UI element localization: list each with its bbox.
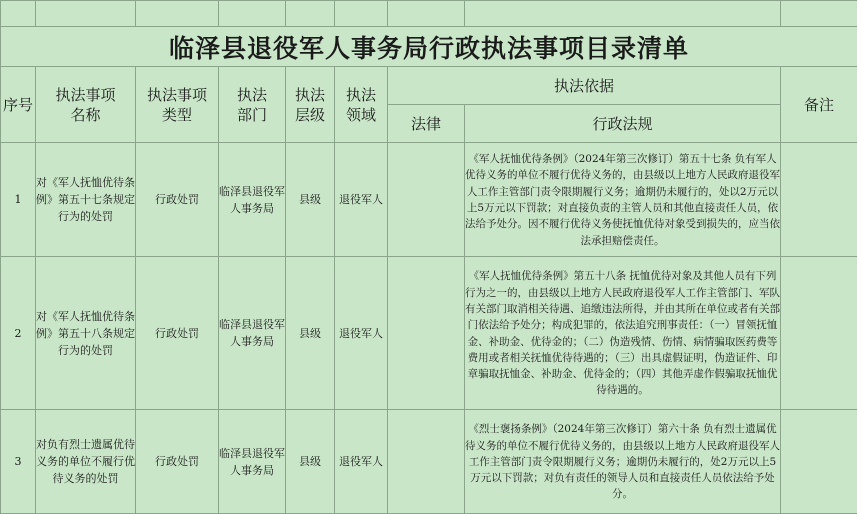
cell-empty[interactable] [465, 1, 781, 27]
cell-empty[interactable] [388, 1, 465, 27]
cell-empty[interactable] [1, 1, 36, 27]
cell-empty[interactable] [219, 1, 286, 27]
row-item-name[interactable]: 对《军人抚恤优待条例》第五十八条规定行为的处罚 [36, 257, 136, 410]
table-row [1, 143, 857, 257]
row-regulation[interactable] [465, 143, 781, 257]
row-item-name[interactable]: 对《军人抚恤优待条例》第五十七条规定行为的处罚 [36, 143, 136, 257]
row-law[interactable] [388, 257, 465, 410]
header-regulation[interactable]: 行政法规 [465, 105, 781, 143]
header-level[interactable] [286, 67, 335, 143]
row-regulation-text: 《军人抚恤优待条例》第五十八条 抚恤优待对象及其他人员有下列行为之一的，由县级以上地方人民政府退役军人工作主管部门、军队有关部门取消相关待遇、追缴违法所得，并由其所在单位或者有关部门依法给予处分；构成犯罪的，依法追究刑事责任：（一）冒领抚恤金、补助金、优待金的；（二）伪造残情、伤情、病情骗取医药费等费用或者相关抚恤优待待遇的；（三）出具虚假证明，伪造证件、印章骗取抚恤金、补助金、优待金的；（四）其他弄虚作假骗取抚恤优待待遇的。 [465, 267, 780, 398]
header-item-type-line1: 执法事项 [136, 85, 218, 105]
header-item-name-line1: 执法事项 [36, 85, 135, 105]
row-seq[interactable]: 3 [1, 410, 36, 514]
row-item-type[interactable]: 行政处罚 [136, 143, 219, 257]
cell-empty[interactable] [136, 1, 219, 27]
page-title[interactable]: 临泽县退役军人事务局行政执法事项目录清单 [1, 27, 857, 67]
row-regulation-text: 《烈士褒扬条例》（2024年第三次修订）第六十条 负有烈士遗属优待义务的单位不履行优待义务的，由县级以上地方人民政府退役军人工作主管部门责令限期履行义务；逾期仍未履行的，处2万元以上5万元以下罚款；对负有责任的领导人员和直接责任人员依法给予处分。 [465, 420, 780, 502]
header-item-type[interactable] [136, 67, 219, 143]
header-seq[interactable]: 序号 [1, 67, 36, 143]
row-item-name[interactable]: 对负有烈士遗属优待义务的单位不履行优待义务的处罚 [36, 410, 136, 514]
row-level[interactable]: 县级 [286, 410, 335, 514]
row-dept[interactable]: 临泽县退役军人事务局 [219, 257, 286, 410]
header-dept-line1: 执法 [219, 85, 285, 105]
header-domain-line1: 执法 [335, 85, 387, 105]
row-remark[interactable] [781, 143, 857, 257]
row-regulation[interactable] [465, 257, 781, 410]
table-row [1, 410, 857, 514]
header-level-line1: 执法 [286, 85, 334, 105]
header-item-name[interactable] [36, 67, 136, 143]
cell-empty[interactable] [781, 1, 857, 27]
header-domain-line2: 领域 [335, 105, 387, 125]
header-item-name-line2: 名称 [36, 105, 135, 125]
row-item-type[interactable]: 行政处罚 [136, 257, 219, 410]
row-regulation-text: 《军人抚恤优待条例》（2024年第三次修订）第五十七条 负有军人优待义务的单位不履行优待义务的，由县级以上地方人民政府退役军人工作主管部门责令限期履行义务；逾期仍未履行的，处以2万元以上5万元以下罚款；对直接负责的主管人员和其他直接责任人员，依法给予处分。因不履行优待义务使抚恤优待对象受到损失的，应当依法承担赔偿责任。 [465, 150, 780, 249]
row-seq[interactable]: 2 [1, 257, 36, 410]
row-seq[interactable]: 1 [1, 143, 36, 257]
row-level[interactable]: 县级 [286, 257, 335, 410]
row-dept[interactable]: 临泽县退役军人事务局 [219, 410, 286, 514]
table-row [1, 257, 857, 410]
row-law[interactable] [388, 410, 465, 514]
top-empty-row [1, 1, 857, 27]
cell-empty[interactable] [286, 1, 335, 27]
header-dept[interactable] [219, 67, 286, 143]
row-domain[interactable]: 退役军人 [335, 257, 388, 410]
row-remark[interactable] [781, 257, 857, 410]
header-item-type-line2: 类型 [136, 105, 218, 125]
row-domain[interactable]: 退役军人 [335, 410, 388, 514]
header-level-line2: 层级 [286, 105, 334, 125]
row-domain[interactable]: 退役军人 [335, 143, 388, 257]
cell-empty[interactable] [36, 1, 136, 27]
header-domain[interactable] [335, 67, 388, 143]
header-dept-line2: 部门 [219, 105, 285, 125]
header-basis[interactable]: 执法依据 [388, 67, 781, 105]
header-law[interactable]: 法律 [388, 105, 465, 143]
header-remark[interactable]: 备注 [781, 67, 857, 143]
row-remark[interactable] [781, 410, 857, 514]
cell-empty[interactable] [335, 1, 388, 27]
row-level[interactable]: 县级 [286, 143, 335, 257]
row-law[interactable] [388, 143, 465, 257]
row-dept[interactable]: 临泽县退役军人事务局 [219, 143, 286, 257]
row-regulation[interactable] [465, 410, 781, 514]
row-item-type[interactable]: 行政处罚 [136, 410, 219, 514]
